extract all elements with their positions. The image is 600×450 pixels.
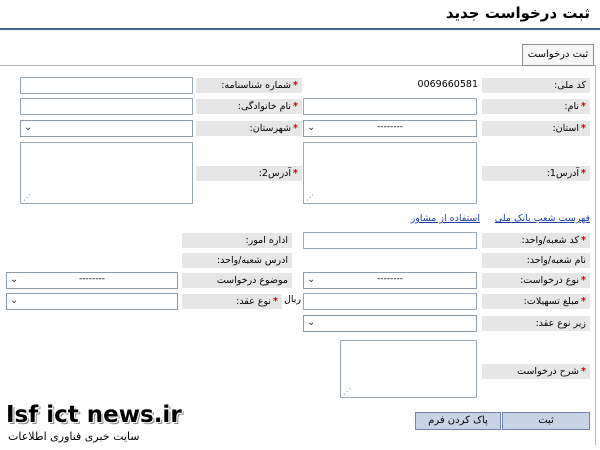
contract-type-label: *نوع عقد: <box>182 294 282 309</box>
request-subject-label: موضوع درخواست <box>182 273 292 288</box>
resize-grip-icon[interactable]: ⋰ <box>343 387 351 396</box>
tab-new-request[interactable]: ثبت درخواست <box>522 44 594 66</box>
province-select[interactable]: ⌄ -------- <box>303 120 477 137</box>
branch-list-link[interactable]: فهرست شعب بانک ملی <box>494 213 590 224</box>
required-mark: * <box>293 101 298 112</box>
birth-cert-input[interactable] <box>20 77 193 94</box>
request-type-select[interactable]: ⌄ -------- <box>303 272 477 289</box>
required-mark: * <box>581 275 586 286</box>
affairs-office-label: اداره امور: <box>182 233 292 248</box>
clear-form-button[interactable]: پاک کردن فرم <box>415 412 501 430</box>
request-desc-label: *شرح درخواست <box>482 364 590 379</box>
required-mark: * <box>581 296 586 307</box>
family-input[interactable] <box>20 98 193 115</box>
national-code-value: 0069660581 <box>417 79 478 90</box>
chevron-down-icon: ⌄ <box>10 274 19 285</box>
page-title: ثبت درخواست جدید <box>445 4 590 22</box>
resize-grip-icon[interactable]: ⋰ <box>306 193 314 202</box>
name-label: *نام: <box>482 99 590 114</box>
chevron-down-icon: ⌄ <box>307 122 316 133</box>
title-divider <box>0 28 600 30</box>
chevron-down-icon: ⌄ <box>24 122 33 133</box>
required-mark: * <box>581 235 586 246</box>
currency-label: ریال <box>283 294 301 305</box>
branch-code-label: *کد شعبه/واحد: <box>482 233 590 248</box>
watermark-subtitle: سایت خبری فناوری اطلاعات <box>8 430 140 443</box>
address1-textarea[interactable] <box>303 142 477 204</box>
request-subject-select[interactable]: ⌄ -------- <box>6 272 178 289</box>
advisor-link[interactable]: استفاده از مشاور <box>410 213 480 224</box>
contract-type-select[interactable] <box>6 293 178 310</box>
required-mark: * <box>581 168 586 179</box>
province-label: *استان: <box>482 121 590 136</box>
branch-code-input[interactable] <box>303 232 477 249</box>
address2-textarea[interactable] <box>20 142 193 204</box>
family-label: *نام خانوادگی: <box>196 99 302 114</box>
required-mark: * <box>273 296 278 307</box>
required-mark: * <box>293 123 298 134</box>
chevron-down-icon: ⌄ <box>10 295 19 306</box>
loan-amount-input[interactable] <box>303 293 477 310</box>
watermark-logo: Isf ict news.ir <box>6 402 182 428</box>
branch-name-label: نام شعبه/واحد: <box>482 253 590 268</box>
national-code-label: کد ملی: <box>482 78 590 93</box>
name-input[interactable] <box>303 98 477 115</box>
required-mark: * <box>581 101 586 112</box>
chevron-down-icon: ⌄ <box>307 317 316 328</box>
address2-label: *آدرس2: <box>196 166 302 181</box>
required-mark: * <box>293 80 298 91</box>
chevron-down-icon: ⌄ <box>307 274 316 285</box>
birth-cert-label: *شماره شناسنامه: <box>196 78 302 93</box>
resize-grip-icon[interactable]: ⋰ <box>23 193 31 202</box>
address1-label: *آدرس1: <box>482 166 590 181</box>
branch-address-label: ادرس شعبه/واحد: <box>182 253 292 268</box>
request-desc-textarea[interactable] <box>340 340 477 398</box>
required-mark: * <box>581 366 586 377</box>
contract-subtype-select[interactable] <box>303 315 477 332</box>
city-label: *شهرستان: <box>196 121 302 136</box>
loan-amount-label: *مبلغ تسهیلات: <box>482 294 590 309</box>
request-type-label: *نوع درخواست: <box>482 273 590 288</box>
required-mark: * <box>293 168 298 179</box>
required-mark: * <box>581 123 586 134</box>
contract-subtype-label: زیر نوع عقد: <box>482 316 590 331</box>
submit-button[interactable]: ثبت <box>502 412 590 430</box>
city-select[interactable] <box>20 120 193 137</box>
